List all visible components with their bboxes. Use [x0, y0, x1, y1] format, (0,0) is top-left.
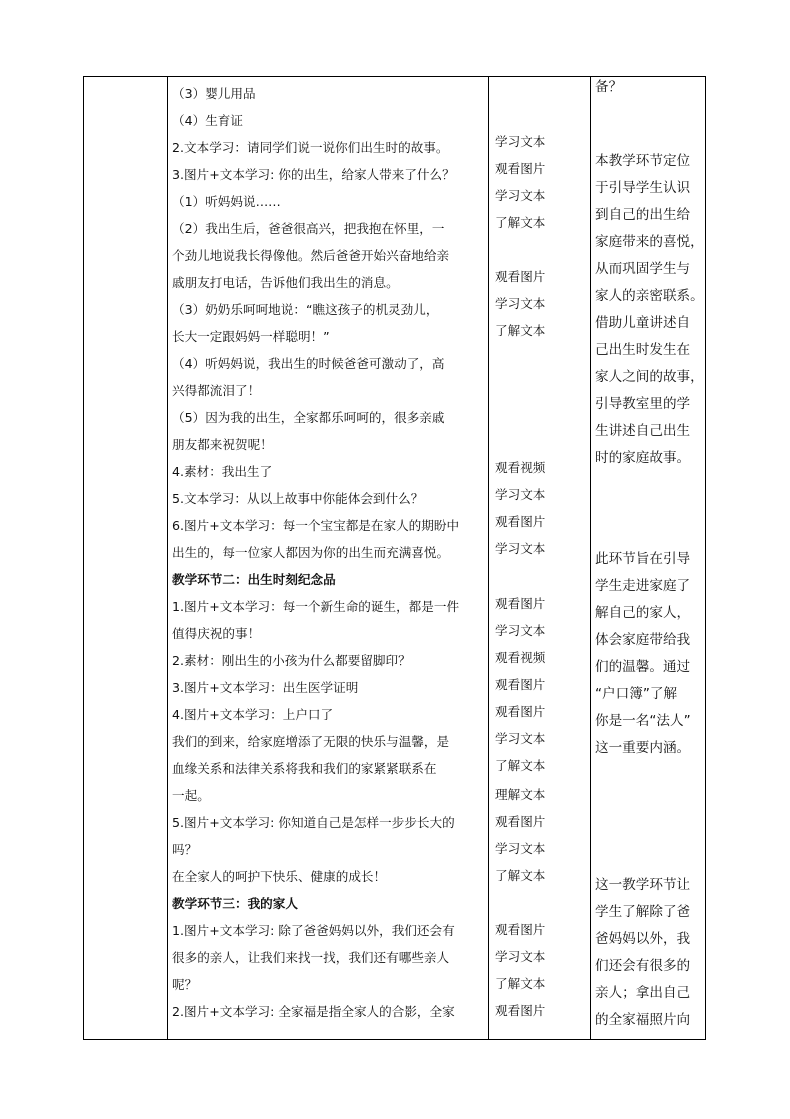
- text-line: 学习文本: [495, 731, 546, 746]
- text-line: 你是一名“法人”: [595, 713, 691, 729]
- text-line: 我们的到来，给家庭增添了无限的快乐与温馨，是: [172, 734, 450, 749]
- text-line: 吗？: [172, 842, 198, 857]
- text-line: 了解文本: [495, 323, 546, 338]
- text-line: 观看视频: [495, 650, 546, 665]
- text-line: 观看图片: [495, 704, 546, 719]
- text-line: 观看图片: [495, 596, 546, 611]
- text-line: 学习文本: [495, 541, 546, 556]
- text-line: 家人之间的故事，: [595, 369, 704, 385]
- text-line: 长大一定跟妈妈一样聪明！”: [172, 329, 330, 344]
- text-line: 学习文本: [495, 296, 546, 311]
- text-line: 观看图片: [495, 814, 546, 829]
- text-line: 家人的亲密联系。: [595, 288, 704, 304]
- text-line: 学习文本: [495, 188, 546, 203]
- text-line: 到自己的出生给: [595, 207, 691, 223]
- text-line: 这一教学环节让: [595, 877, 691, 893]
- text-line: 了解文本: [495, 758, 546, 773]
- text-line: 出生的，每一位家人都因为你的出生而充满喜悦。: [172, 545, 450, 560]
- text-line: 戚朋友打电话，告诉他们我出生的消息。: [172, 275, 399, 290]
- text-line: 学生走进家庭了: [595, 578, 691, 594]
- text-line: 己出生时发生在: [595, 342, 691, 358]
- text-line: 5.文本学习：从以上故事中你能体会到什么？: [172, 491, 424, 506]
- text-line: 3.图片+文本学习：出生医学证明: [172, 680, 359, 695]
- text-line: 时的家庭故事。: [595, 450, 691, 466]
- text-line: 解自己的家人，: [595, 605, 691, 621]
- text-line: 兴得都流泪了！: [172, 383, 261, 398]
- section-heading: 教学环节三：我的家人: [172, 896, 298, 911]
- text-line: 亲人；拿出自己: [595, 985, 691, 1001]
- text-line: 备？: [595, 79, 623, 95]
- text-line: 观看图片: [495, 1003, 546, 1018]
- column-divider: [167, 77, 168, 1039]
- text-line: （1）听妈妈说……: [172, 194, 281, 209]
- text-line: 了解文本: [495, 215, 546, 230]
- text-line: 6.图片+文本学习：每一个宝宝都是在家人的期盼中: [172, 518, 460, 533]
- text-line: 引导教室里的学: [595, 396, 691, 412]
- text-line: （4）听妈妈说，我出生的时候爸爸可激动了，高: [172, 356, 445, 371]
- text-line: 2.素材：刚出生的小孩为什么都要留脚印？: [172, 653, 411, 668]
- text-line: 的全家福照片向: [595, 1012, 691, 1028]
- text-line: 生讲述自己出生: [595, 423, 691, 439]
- text-line: （2）我出生后，爸爸很高兴，把我抱在怀里，一: [172, 221, 445, 236]
- lesson-plan-table: [83, 76, 706, 1040]
- text-line: 从而巩固学生与: [595, 261, 691, 277]
- column-divider: [488, 77, 489, 1039]
- text-line: 家庭带来的喜悦，: [595, 234, 704, 250]
- text-line: 学生了解除了爸: [595, 904, 691, 920]
- text-line: 了解文本: [495, 868, 546, 883]
- text-line: 1.图片+文本学习：每一个新生命的诞生，都是一件: [172, 599, 460, 614]
- text-line: 于引导学生认识: [595, 180, 691, 196]
- text-line: 此环节旨在引导: [595, 551, 691, 567]
- text-line: 这一重要内涵。: [595, 740, 691, 756]
- text-line: 本教学环节定位: [595, 153, 691, 169]
- text-line: 体会家庭带给我: [595, 632, 691, 648]
- text-line: 朋友都来祝贺呢！: [172, 437, 273, 452]
- text-line: （3）奶奶乐呵呵地说：“瞧这孩子的机灵劲儿，: [172, 302, 439, 317]
- text-line: 学习文本: [495, 841, 546, 856]
- text-line: 5.图片+文本学习: 你知道自己是怎样一步步长大的: [172, 815, 455, 830]
- text-line: 了解文本: [495, 976, 546, 991]
- section-heading: 教学环节二：出生时刻纪念品: [172, 572, 336, 587]
- text-line: 在全家人的呵护下快乐、健康的成长！: [172, 869, 387, 884]
- text-line: 们还会有很多的: [595, 958, 691, 974]
- text-line: 借助儿童讲述自: [595, 315, 691, 331]
- text-line: 学习文本: [495, 487, 546, 502]
- text-line: 理解文本: [495, 787, 546, 802]
- text-line: 学习文本: [495, 623, 546, 638]
- text-line: 们的温馨。通过: [595, 659, 691, 675]
- text-line: “户口簿”了解: [595, 686, 678, 702]
- text-line: 观看图片: [495, 677, 546, 692]
- text-line: 3.图片+文本学习: 你的出生，给家人带来了什么？: [172, 167, 455, 182]
- text-line: 血缘关系和法律关系将我和我们的家紧紧联系在: [172, 761, 437, 776]
- text-line: 个劲儿地说我长得像他。然后爸爸开始兴奋地给亲: [172, 248, 450, 263]
- text-line: 观看视频: [495, 460, 546, 475]
- text-line: 4.素材：我出生了: [172, 464, 273, 479]
- text-line: （3）婴儿用品: [172, 86, 256, 101]
- text-line: 一起。: [172, 788, 210, 803]
- text-line: 2.图片+文本学习: 全家福是指全家人的合影，全家: [172, 1004, 455, 1019]
- text-line: 观看图片: [495, 269, 546, 284]
- text-line: 学习文本: [495, 949, 546, 964]
- text-line: 观看图片: [495, 514, 546, 529]
- text-line: 爸妈妈以外，我: [595, 931, 691, 947]
- text-line: 观看图片: [495, 161, 546, 176]
- text-line: 1.图片+文本学习: 除了爸爸妈妈以外，我们还会有: [172, 923, 455, 938]
- column-divider: [590, 77, 591, 1039]
- text-line: （5）因为我的出生，全家都乐呵呵的，很多亲戚: [172, 410, 445, 425]
- text-line: 观看图片: [495, 922, 546, 937]
- text-line: 2.文本学习：请同学们说一说你们出生时的故事。: [172, 140, 449, 155]
- text-line: 很多的亲人，让我们来找一找，我们还有哪些亲人: [172, 950, 450, 965]
- text-line: （4）生育证: [172, 113, 243, 128]
- text-line: 值得庆祝的事！: [172, 626, 261, 641]
- text-line: 呢？: [172, 977, 198, 992]
- text-line: 4.图片+文本学习：上户口了: [172, 707, 334, 722]
- text-line: 学习文本: [495, 134, 546, 149]
